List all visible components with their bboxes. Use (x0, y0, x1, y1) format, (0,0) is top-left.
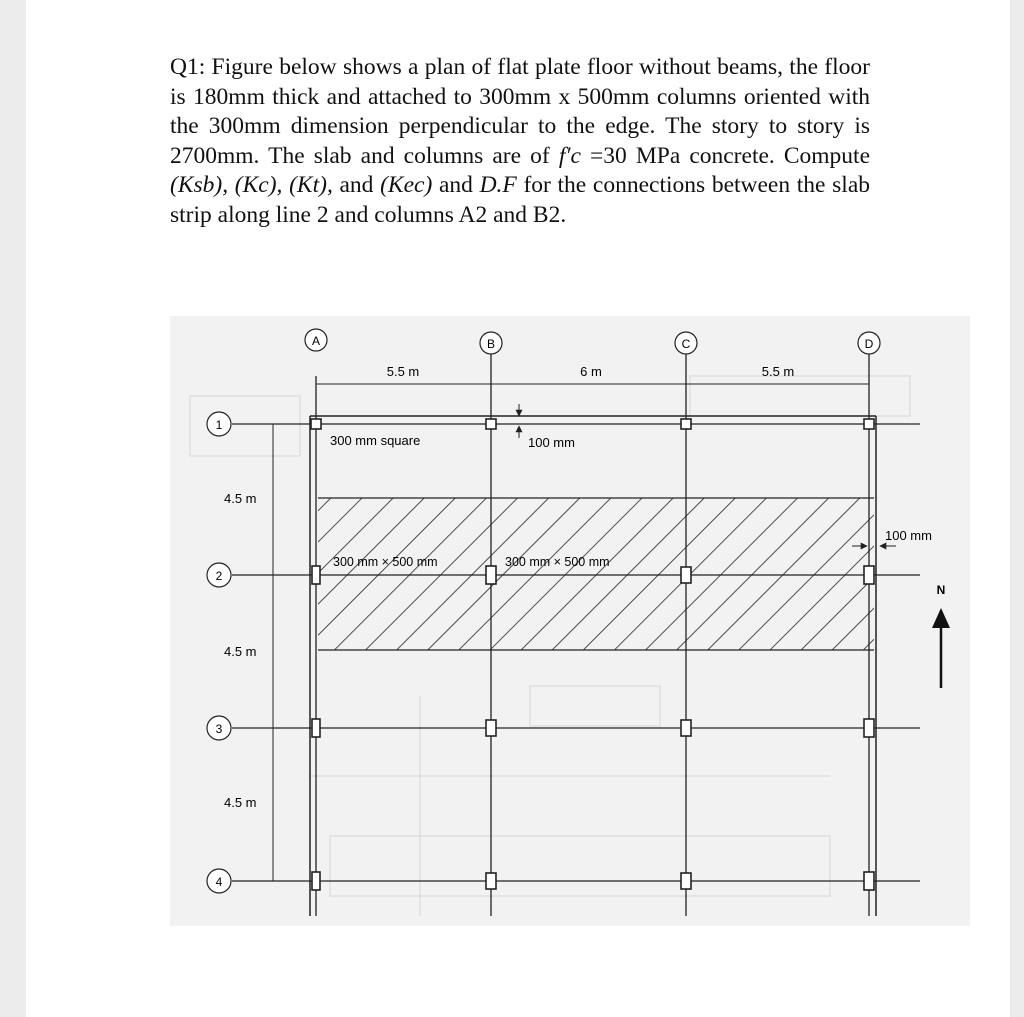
question-text (170, 53, 870, 231)
grid-letter-bubbles (305, 329, 880, 354)
floor-plan-svg (170, 316, 970, 926)
grid-number-2: 2 (215, 569, 223, 583)
north-arrow-icon (932, 608, 950, 628)
ksb-term: (Ksb), (170, 172, 229, 199)
grid-letter-b: B (486, 337, 496, 351)
column-rect-label-a: 300 mm × 500 mm (333, 555, 438, 569)
and-word-2: and (438, 172, 473, 199)
column-square-label: 300 mm square (330, 433, 421, 448)
span-label-bc: 6 m (580, 364, 602, 379)
kc-term: (Kc), (234, 172, 283, 199)
fc-symbol: f′c (558, 142, 581, 169)
grid-number-4: 4 (215, 875, 223, 889)
grid-letter-a: A (311, 334, 321, 348)
span-label-cd: 5.5 m (761, 364, 795, 379)
question-prefix: Q1: Figure below shows a plan of flat plate floor without beams, the floor is 180mm thick and attached to 300mm x 500mm columns oriented with the 300mm dimension perpendicular to the edge. The story to story is 2700mm. The slab and columns are of (170, 54, 870, 169)
offset-top-label: 100 mm (528, 435, 575, 450)
kt-term: (Kt), (289, 172, 333, 199)
columns (311, 419, 874, 890)
kec-term: (Kec) (380, 172, 433, 199)
grid-number-3: 3 (215, 722, 223, 736)
grid-letter-d: D (864, 337, 874, 351)
column-rect-label-b: 300 mm × 500 mm (505, 555, 610, 569)
row-label-23: 4.5 m (224, 644, 257, 659)
grid-number-1: 1 (215, 418, 223, 432)
row-label-12: 4.5 m (224, 491, 257, 506)
slab-edges (310, 416, 876, 916)
span-label-ab: 5.5 m (386, 364, 420, 379)
north-label: N (936, 583, 946, 597)
and-word: and (339, 172, 374, 199)
question-suffix: for the connections between the slab strip along line 2 and columns A2 and B2. (170, 172, 871, 228)
df-term: D.F (479, 172, 517, 199)
fc-value: =30 MPa concrete. Compute (590, 142, 871, 169)
grid-letter-c: C (681, 337, 691, 351)
offset-right-label: 100 mm (885, 528, 932, 543)
strip-hatch (318, 498, 874, 650)
floor-plan-figure (170, 316, 970, 926)
row-label-34: 4.5 m (224, 795, 257, 810)
